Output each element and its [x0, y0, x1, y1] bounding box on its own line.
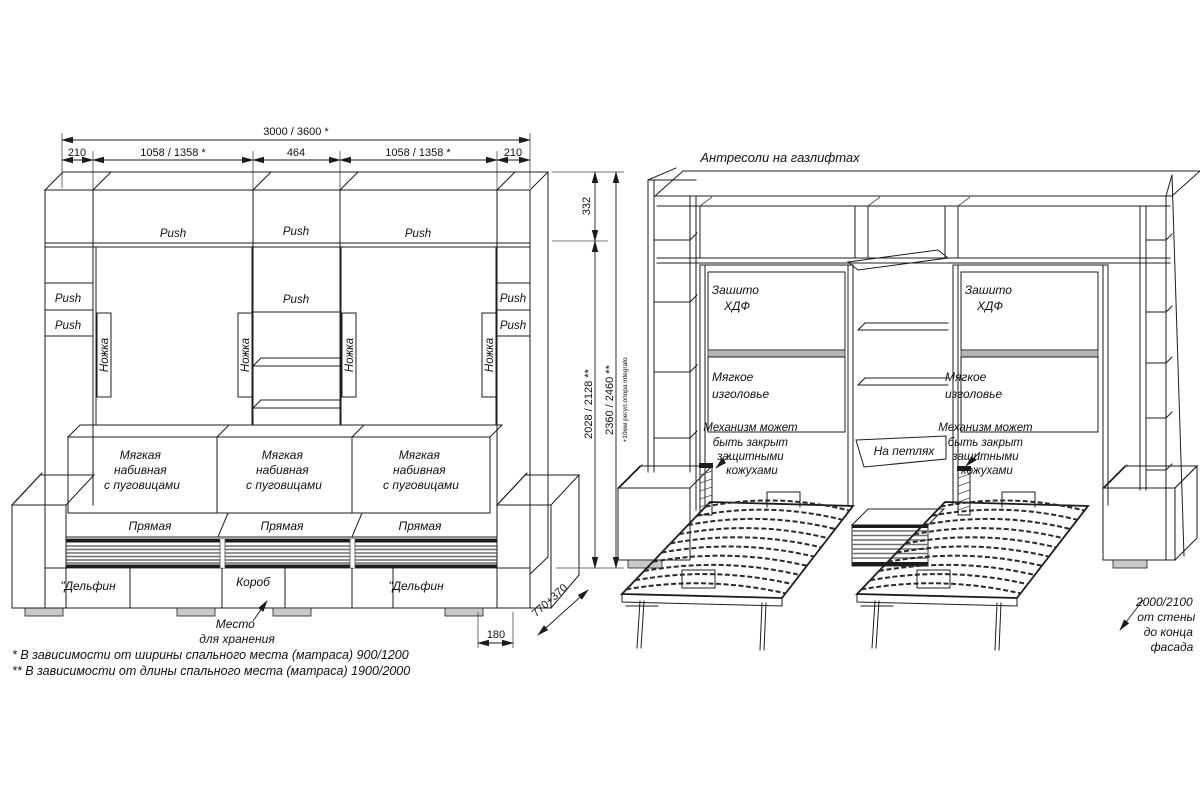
dim-total-width: 3000 / 3600 * — [263, 126, 329, 138]
leg-label: Ножка — [484, 337, 496, 373]
dim-total-height: 2360 / 2460 ** — [604, 365, 616, 435]
dim-base-depth: 180 — [486, 629, 506, 641]
headboard-label: Мягкое изголовье — [945, 370, 1003, 401]
wall-distance-note: 2000/2100 от стены до конца фасада — [1135, 595, 1196, 654]
dim-door-right: 1058 / 1358 * — [385, 147, 451, 159]
dim-depth: 770+370 — [529, 581, 571, 620]
push-label: Push — [499, 293, 527, 305]
dolphin-label: "Дельфин — [60, 579, 116, 593]
hinges-label: На петлях — [873, 444, 935, 458]
dim-height-note: +10мм регул.опора integrato — [622, 357, 629, 443]
push-label: Push — [159, 228, 187, 240]
mechanism-label: Механизм может быть закрыт защитными кожухами — [938, 422, 1033, 477]
hdf-label: Зашито ХДФ — [964, 283, 1012, 313]
dim-side-right: 210 — [503, 147, 523, 159]
dim-top-height: 332 — [581, 196, 593, 216]
box-label: Короб — [236, 575, 270, 589]
straight-label: Прямая — [260, 519, 304, 533]
leg-label: Ножка — [240, 337, 252, 373]
right-perspective-drawing — [618, 150, 1200, 654]
straight-label: Прямая — [398, 519, 442, 533]
dolphin-label: "Дельфин — [388, 579, 444, 593]
soft-panel-label: Мягкая набивная с пуговицами — [104, 448, 180, 492]
hdf-label: Зашито ХДФ — [711, 283, 759, 313]
dim-door-left: 1058 / 1358 * — [140, 147, 206, 159]
dim-side-left: 210 — [67, 147, 87, 159]
dim-middle: 464 — [286, 147, 306, 159]
footnote-length: ** В зависимости от длины спального места (матраса) 1900/2000 — [12, 664, 411, 678]
push-label: Push — [54, 293, 82, 305]
straight-label: Прямая — [128, 519, 172, 533]
soft-panel-label: Мягкая набивная с пуговицами — [246, 448, 322, 492]
leg-label: Ножка — [99, 337, 111, 373]
footnotes — [12, 648, 410, 678]
dim-inner-height: 2028 / 2128 ** — [583, 369, 595, 439]
push-label: Push — [404, 228, 432, 240]
push-label: Push — [499, 320, 527, 332]
footnote-width: * В зависимости от ширины спального места (матраса) 900/1200 — [12, 648, 409, 662]
push-label: Push — [54, 320, 82, 332]
right-view-title: Антресоли на газлифтах — [700, 150, 860, 165]
soft-panel-label: Мягкая набивная с пуговицами — [383, 448, 459, 492]
left-elevation-drawing — [12, 126, 629, 648]
push-label: Push — [282, 226, 310, 238]
headboard-label: Мягкое изголовье — [712, 370, 770, 401]
push-label: Push — [282, 294, 310, 306]
leg-label: Ножка — [344, 337, 356, 373]
storage-label: Место для хранения — [199, 617, 275, 646]
mechanism-label: Механизм может быть закрыт защитными кожухами — [703, 422, 798, 477]
